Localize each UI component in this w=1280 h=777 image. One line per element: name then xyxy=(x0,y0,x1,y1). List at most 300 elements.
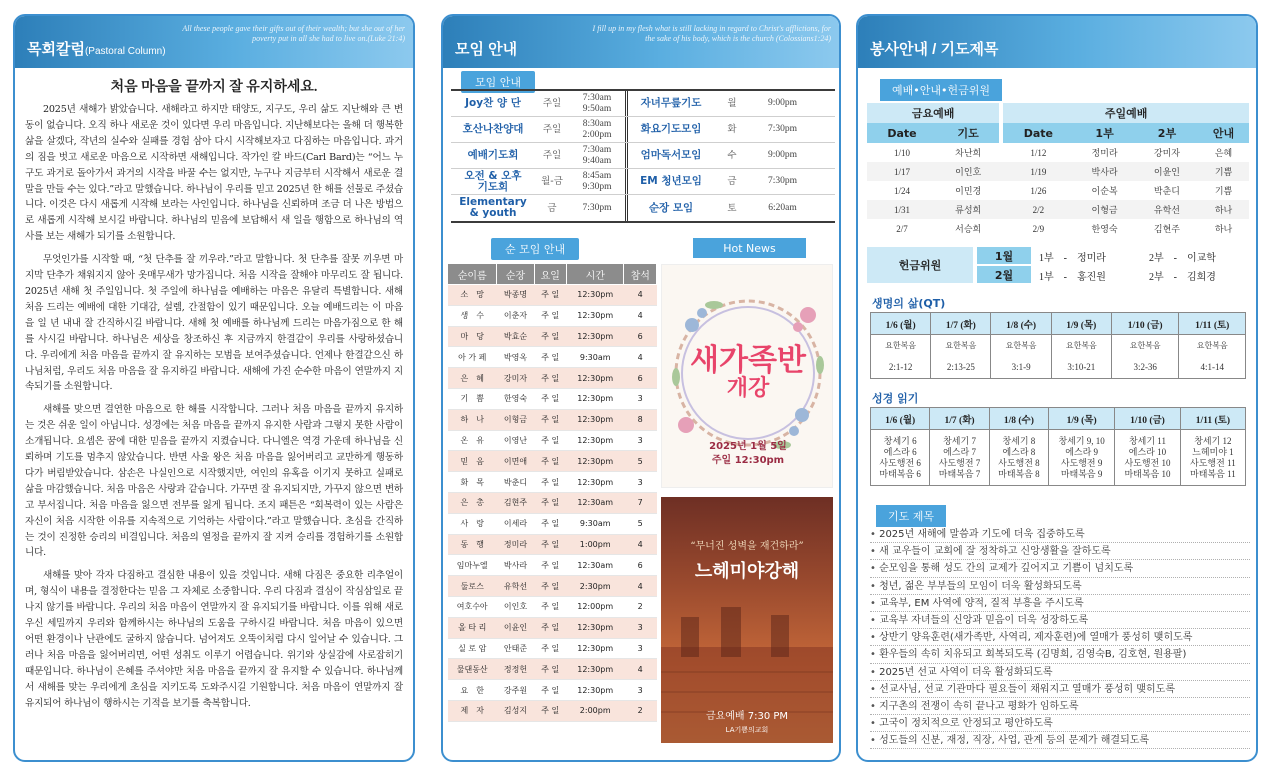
soon-cell: 주 일 xyxy=(534,451,567,472)
soon-cell: 김현주 xyxy=(497,492,534,513)
soon-row xyxy=(448,430,657,451)
prayer-item: • 2025년 새해에 말씀과 기도에 더욱 집중하도록 xyxy=(870,526,1250,543)
soon-cell: 주 일 xyxy=(534,534,567,555)
soon-cell: 12:30pm xyxy=(567,451,624,472)
service-pill: 예배•안내•헌금위원 xyxy=(880,79,1002,101)
soon-cell: 믿 음 xyxy=(448,451,497,472)
qt-book: 요한복음 xyxy=(931,335,991,357)
soon-cell: 5 xyxy=(624,451,657,472)
soon-cell: 5 xyxy=(624,513,657,534)
meetings-quote: I fill up in my flesh what is still lacking in regard to Christ's afflictions, for the sake of his body, which is the church (Colossians1:24) xyxy=(592,24,831,43)
service-cell: 이인호 xyxy=(937,162,999,181)
prayer-item: • 선교사님, 선교 기관마다 필요들이 채워지고 열매가 풍성히 맺히도록 xyxy=(870,681,1250,698)
qt-date-header: 1/7 (화) xyxy=(931,313,991,335)
reading-cell: 창세기 12 느헤미야 1 사도행전 11 마태복음 11 xyxy=(1180,430,1245,486)
prayer-item: • 고국이 정치적으로 안정되고 평안하도록 xyxy=(870,715,1250,732)
soon-cell: 주 일 xyxy=(534,409,567,430)
soon-cell: 12:30pm xyxy=(567,472,624,493)
meeting-time: 7:30am 9:40am xyxy=(582,144,612,166)
soon-cell: 화 목 xyxy=(448,472,497,493)
soon-cell: 12:30pm xyxy=(567,305,624,326)
soon-cell: 주 일 xyxy=(534,617,567,638)
soon-row xyxy=(448,576,657,597)
meeting-time: 9:00pm xyxy=(767,150,798,160)
prayer-item: • 성도들의 신분, 재정, 직장, 사업, 관계 등의 문제가 해결되도록 xyxy=(870,732,1250,749)
soon-table-header: 요일 xyxy=(534,264,567,285)
soon-cell: 12:00pm xyxy=(567,596,624,617)
soon-cell: 주 일 xyxy=(534,285,567,306)
soon-cell: 이인호 xyxy=(497,596,534,617)
poster-service-time: 금요예배 7:30 PM xyxy=(705,711,789,722)
soon-cell: 8 xyxy=(624,409,657,430)
meeting-time: 8:45am 9:30pm xyxy=(582,170,612,192)
soon-cell: 12:30pm xyxy=(567,326,624,347)
meeting-day: 수 xyxy=(727,150,737,161)
service-cell: 2/9 xyxy=(1032,223,1045,234)
soon-cell: 12:30pm xyxy=(567,680,624,701)
prayer-item: • 순모임을 통해 성도 간의 교제가 깊어지고 기쁨이 넘치도록 xyxy=(870,560,1250,577)
qt-table xyxy=(870,312,1246,379)
soon-cell: 은 총 xyxy=(448,492,497,513)
soon-table-header: 시간 xyxy=(567,264,624,285)
pastoral-quote: All these people gave their gifts out of their wealth; but she out of her poverty put in all she had to live on.(Luke 21:4) xyxy=(182,24,405,43)
article-paragraph: 무엇인가를 시작할 때, “첫 단추를 잘 끼우라.”라고 말합니다. 첫 단추를 잘못 끼우면 마지막 단추가 채워지지 않아 옷매무새가 망가집니다. 처음 시작을 잘해야 마무리도 잘 됩니다. 2025년 새해 첫 주일입니다. 첫 주일에 하나님을 예배하는 마음은 유달리 특별합니다. 새해 처음 드리는 예배에 대한 기대감, 설렘, 간절함이 있기 때문입니다. 오늘 예배드리는 이 마음을 일 년 내내 잘 간직하시길 바랍니다. 새해 첫 예배를 하나님께 드리는 마음가짐으로 한 해를 사시길 바랍니다. 하나님은 세상을 창조하신 후 지금까지 한결같이 우리를 사랑하셨습니다. 우리에게 처음 마음을 끝까지 잘 유지하는 모범을 보여주셨습니다. 언제나 한결같으신 하나님처럼, 우리도 처음 마음을 잘 유지하길 바랍니다. 새해에 가진 순수한 마음이 연말까지 지속되기를 소원합니다. xyxy=(25,254,403,393)
soon-cell: 12:30pm xyxy=(567,368,624,389)
soon-cell: 제 자 xyxy=(448,700,497,721)
pastoral-column-panel xyxy=(13,14,415,762)
soon-cell: 4 xyxy=(624,347,657,368)
soon-cell: 3 xyxy=(624,638,657,659)
soon-row xyxy=(448,347,657,368)
reading-date-header: 1/8 (수) xyxy=(989,408,1048,430)
soon-cell: 이윤인 xyxy=(497,617,534,638)
soon-cell: 3 xyxy=(624,472,657,493)
prayer-item: • 지구촌의 전쟁이 속히 끝나고 평화가 임하도록 xyxy=(870,698,1250,715)
service-cell: 1/19 xyxy=(1003,162,1073,181)
meeting-row xyxy=(451,195,835,221)
service-cell: 정미라 xyxy=(1091,148,1118,158)
soon-cell: 정정헌 xyxy=(497,659,534,680)
meeting-name: 예배기도회 xyxy=(467,149,519,161)
meeting-day: 토 xyxy=(727,202,737,214)
offering-m2-first: 1부 - 홍진원 xyxy=(1039,272,1106,283)
soon-row xyxy=(448,680,657,701)
service-cell: 이형금 xyxy=(1073,200,1135,219)
poster-date: 2025년 1월 5일 xyxy=(709,441,787,452)
soon-cell: 사 랑 xyxy=(448,513,497,534)
meeting-name: 순장 모임 xyxy=(648,201,694,214)
soon-cell: 둘로스 xyxy=(448,576,497,597)
service-table-header: 안내 xyxy=(1198,123,1249,143)
soon-cell: 6 xyxy=(624,368,657,389)
soon-cell: 3 xyxy=(624,617,657,638)
soon-cell: 3 xyxy=(624,388,657,409)
soon-cell: 강주원 xyxy=(497,680,534,701)
soon-cell: 주 일 xyxy=(534,576,567,597)
soon-cell: 12:30pm xyxy=(567,617,624,638)
service-row xyxy=(867,181,1249,200)
service-cell: 기쁨 xyxy=(1214,186,1233,196)
pastoral-body xyxy=(15,68,413,712)
soon-cell: 12:30pm xyxy=(567,388,624,409)
soon-cell: 강미자 xyxy=(497,368,534,389)
service-cell: 하나 xyxy=(1214,224,1233,234)
meetings-pill: 모임 안내 xyxy=(461,71,535,93)
service-cell: 박춘디 xyxy=(1153,186,1180,196)
soon-cell: 한영숙 xyxy=(497,388,534,409)
soon-cell: 주 일 xyxy=(534,596,567,617)
worship-service-table xyxy=(867,103,1249,238)
service-row xyxy=(867,200,1249,219)
soon-cell: 박효순 xyxy=(497,326,534,347)
meeting-name: 엄마독서모임 xyxy=(640,149,702,161)
soon-cell: 주 일 xyxy=(534,326,567,347)
meeting-time: 7:30pm xyxy=(767,124,798,134)
soon-row xyxy=(448,659,657,680)
soon-row xyxy=(448,472,657,493)
service-cell: 이순복 xyxy=(1091,186,1118,196)
prayer-list xyxy=(870,526,1250,749)
soon-cell: 김성지 xyxy=(497,700,534,721)
qt-book: 요한복음 xyxy=(991,335,1051,357)
meeting-day: 화 xyxy=(727,124,737,135)
soon-cell: 12:30pm xyxy=(567,659,624,680)
meeting-name: Joy찬 양 단 xyxy=(465,97,521,109)
soon-cell: 3 xyxy=(624,430,657,451)
meeting-day: 월 xyxy=(727,98,737,109)
meeting-row xyxy=(451,169,835,195)
qt-date-header: 1/11 (토) xyxy=(1179,313,1246,335)
soon-cell: 주 일 xyxy=(534,368,567,389)
soon-table-header: 순이름 xyxy=(448,264,497,285)
soon-cell: 박영옥 xyxy=(497,347,534,368)
soon-cell: 주 일 xyxy=(534,638,567,659)
meeting-day: 금 xyxy=(547,202,557,214)
soon-cell: 여호수아 xyxy=(448,596,497,617)
qt-date-header: 1/8 (수) xyxy=(991,313,1051,335)
soon-cell: 아 가 페 xyxy=(448,347,497,368)
service-table-header: 1부 xyxy=(1073,123,1135,143)
soon-cell: 은 혜 xyxy=(448,368,497,389)
soon-cell: 1:00pm xyxy=(567,534,624,555)
qt-reference: 3:2-36 xyxy=(1111,357,1179,379)
soon-row xyxy=(448,700,657,721)
offering-m2-second: 2부 - 김희경 xyxy=(1149,272,1216,283)
soon-cell: 주 일 xyxy=(534,472,567,493)
soon-cell: 주 일 xyxy=(534,659,567,680)
service-table-header: 2부 xyxy=(1136,123,1198,143)
soon-cell: 4 xyxy=(624,534,657,555)
meeting-row xyxy=(451,91,835,117)
service-header xyxy=(858,16,1256,68)
soon-table-header: 참석 xyxy=(624,264,657,285)
nehemiah-poster xyxy=(661,497,833,743)
service-cell: 차난희 xyxy=(955,148,982,158)
offering-m1-second: 2부 - 이교학 xyxy=(1149,253,1216,264)
soon-cell: 주 일 xyxy=(534,305,567,326)
service-row xyxy=(867,219,1249,238)
qt-title: 생명의 삶(QT) xyxy=(872,297,946,310)
reading-cell: 창세기 6 에스라 6 사도행전 6 마태복음 6 xyxy=(871,430,930,486)
poster-title-1: 새가족반 xyxy=(690,343,806,378)
meeting-name: 오전 & 오후 기도회 xyxy=(464,169,522,193)
soon-cell: 요 한 xyxy=(448,680,497,701)
service-cell: 이민경 xyxy=(955,186,982,196)
soon-row xyxy=(448,409,657,430)
offering-month-1: 1월 xyxy=(977,247,1031,264)
soon-cell: 주 일 xyxy=(534,347,567,368)
service-cell: 은혜 xyxy=(1214,148,1233,158)
soon-cell: 실 로 암 xyxy=(448,638,497,659)
soon-cell: 박사라 xyxy=(497,555,534,576)
soon-cell: 주 일 xyxy=(534,388,567,409)
soon-row xyxy=(448,305,657,326)
soon-row xyxy=(448,596,657,617)
service-cell: 유학선 xyxy=(1136,200,1198,219)
meetings-header xyxy=(443,16,839,68)
soon-cell: 이세라 xyxy=(497,513,534,534)
soon-cell: 이형금 xyxy=(497,409,534,430)
soon-cell: 안태준 xyxy=(497,638,534,659)
qt-reference: 4:1-14 xyxy=(1179,357,1246,379)
soon-cell: 이면애 xyxy=(497,451,534,472)
soon-row xyxy=(448,534,657,555)
soon-cell: 마 당 xyxy=(448,326,497,347)
meeting-time: 6:20am xyxy=(768,202,797,213)
soon-table-header: 순장 xyxy=(497,264,534,285)
soon-cell: 물댄동산 xyxy=(448,659,497,680)
meetings-title: 모임 안내 xyxy=(455,41,518,58)
soon-cell: 온 유 xyxy=(448,430,497,451)
service-cell: 기쁨 xyxy=(1198,162,1249,181)
service-cell: 류성희 xyxy=(937,200,999,219)
soon-cell: 주 일 xyxy=(534,492,567,513)
service-cell: 한영숙 xyxy=(1091,224,1118,234)
soon-cell: 4 xyxy=(624,285,657,306)
prayer-item: • 새 교우들이 교회에 잘 정착하고 신앙생활을 잘하도록 xyxy=(870,543,1250,560)
service-cell: 2/7 xyxy=(896,223,908,234)
soon-cell: 12:30pm xyxy=(567,430,624,451)
service-cell: 1/17 xyxy=(867,162,937,181)
qt-reference: 3:10-21 xyxy=(1051,357,1111,379)
qt-reference: 2:13-25 xyxy=(931,357,991,379)
reading-date-header: 1/10 (금) xyxy=(1115,408,1181,430)
meeting-name: Elementary & youth xyxy=(459,196,527,219)
soon-cell: 2 xyxy=(624,596,657,617)
soon-cell: 유학선 xyxy=(497,576,534,597)
soon-cell: 7 xyxy=(624,492,657,513)
service-cell: 김현주 xyxy=(1153,224,1180,234)
qt-date-header: 1/10 (금) xyxy=(1111,313,1179,335)
soon-cell: 하 나 xyxy=(448,409,497,430)
soon-cell: 2:00pm xyxy=(567,700,624,721)
service-cell: 2/2 xyxy=(1003,200,1073,219)
soon-cell: 9:30am xyxy=(567,513,624,534)
meeting-time: 7:30pm xyxy=(582,202,612,213)
new-family-poster xyxy=(661,264,833,488)
meeting-time: 7:30pm xyxy=(767,176,798,186)
meeting-time: 8:30am 2:00pm xyxy=(582,118,612,140)
service-table-header: Date xyxy=(1003,123,1073,143)
prayer-item: • 2025년 선교 사역이 더욱 활성화되도록 xyxy=(870,664,1250,681)
soon-cell: 올 타 리 xyxy=(448,617,497,638)
service-cell: 1/31 xyxy=(867,200,937,219)
poster-time: 주일 12:30pm xyxy=(711,455,785,466)
meetings-table xyxy=(451,89,835,223)
bible-reading-table xyxy=(870,407,1246,486)
service-cell: 박사라 xyxy=(1073,162,1135,181)
pastoral-title: 목회칼럼(Pastoral Column) xyxy=(27,41,166,58)
meeting-day: 주일 xyxy=(542,150,562,161)
meeting-day: 주일 xyxy=(542,98,562,109)
soon-row xyxy=(448,617,657,638)
prayer-item: • 상반기 양육훈련(새가족반, 사역리, 제자훈련)에 열매가 풍성히 맺히도록 xyxy=(870,629,1250,646)
poster-title: 느헤미야강해 xyxy=(694,561,800,582)
soon-cell: 12:30am xyxy=(567,555,624,576)
meeting-time: 7:30am 9:50am xyxy=(582,92,612,114)
meeting-name: EM 청년모임 xyxy=(640,175,702,187)
soon-cell: 4 xyxy=(624,659,657,680)
soon-cell: 4 xyxy=(624,305,657,326)
soon-cell: 박춘디 xyxy=(497,472,534,493)
meeting-row xyxy=(451,117,835,143)
reading-date-header: 1/7 (화) xyxy=(930,408,989,430)
service-cell: 이윤인 xyxy=(1136,162,1198,181)
meeting-row xyxy=(451,143,835,169)
hot-news-label: Hot News xyxy=(693,238,806,258)
bible-reading-title: 성경 읽기 xyxy=(872,392,919,405)
friday-group-header: 금요예배 xyxy=(867,103,999,123)
soon-row xyxy=(448,388,657,409)
reading-cell: 창세기 8 에스라 8 사도행전 8 마태복음 8 xyxy=(989,430,1048,486)
pastoral-header xyxy=(15,16,413,68)
poster-verse: “무너진 성벽을 재건하라” xyxy=(690,541,804,552)
soon-cell: 9:30am xyxy=(567,347,624,368)
offering-committee xyxy=(867,247,1249,283)
soon-meetings-table xyxy=(447,263,657,722)
service-row xyxy=(867,162,1249,181)
soon-cell: 12:30pm xyxy=(567,409,624,430)
soon-cell: 주 일 xyxy=(534,513,567,534)
service-table-header: Date xyxy=(867,123,937,143)
meeting-name: 자녀무릎기도 xyxy=(640,97,702,109)
poster-logo: LA기쁨의교회 xyxy=(725,726,769,734)
meeting-day: 월-금 xyxy=(541,176,563,187)
offering-m1-first: 1부 - 정미라 xyxy=(1039,253,1106,264)
soon-cell: 2 xyxy=(624,700,657,721)
reading-date-header: 1/11 (토) xyxy=(1180,408,1245,430)
meeting-time: 9:00pm xyxy=(767,98,798,108)
meeting-day: 주일 xyxy=(542,124,562,135)
service-cell: 하나 xyxy=(1198,200,1249,219)
soon-meetings-pill: 순 모임 안내 xyxy=(491,238,579,260)
service-cell: 강미자 xyxy=(1153,148,1180,158)
article-paragraph: 새해를 맞으면 결연한 마음으로 한 해를 시작합니다. 그러나 처음 마음을 끝까지 유지하는 것은 쉬운 일이 아닙니다. 성경에는 처음 마음을 끝까지 유지한 사람과 그렇지 못한 사람이 소개됩니다. 요셉은 꿈에 대한 믿음을 끝까지 지켰습니다. 다니엘은 역경 가운데 하나님을 신뢰하며 기도를 멈추지 않았습니다. 반면 사울 왕은 처음 마음을 잃어버리고 교만하게 행동하다가 버림받았습니다. 삼손은 나실인으로 시작했지만, 여인의 유혹을 이기지 못하고 실패로 삶을 마감했습니다. 처음 마음은 사랑과 같습니다. 가꾸면 잘 유지되지만, 가꾸지 않으면 변하고 부서집니다. 처음 마음을 잃으면 전부를 잃게 됩니다. 조지 패튼은 “회복력이 있는 사람은 자신이 처음 시작한 이유를 지속적으로 기억하는 사람이다.”라고 말했습니다. 초심을 간직하는 것이 진정한 승리의 비결입니다. 처음의 열정을 끝까지 잘 지켜 승리를 경험하기를 소원합니다. xyxy=(25,404,403,559)
meeting-day: 금 xyxy=(727,176,737,187)
prayer-item: • 환우들의 속히 치유되고 회복되도록 (김명희, 김영숙B, 김호현, 원용팔) xyxy=(870,646,1250,663)
reading-date-header: 1/9 (목) xyxy=(1049,408,1115,430)
service-table-header: 기도 xyxy=(937,123,999,143)
poster-title-2: 개강 xyxy=(726,376,770,401)
service-cell: 1/24 xyxy=(893,185,910,196)
meeting-name: 호산나찬양대 xyxy=(462,123,524,135)
soon-cell: 이영난 xyxy=(497,430,534,451)
reading-cell: 창세기 9, 10 에스라 9 사도행전 9 마태복음 9 xyxy=(1049,430,1115,486)
soon-cell: 2:30pm xyxy=(567,576,624,597)
soon-cell: 정미라 xyxy=(497,534,534,555)
soon-cell: 6 xyxy=(624,326,657,347)
soon-cell: 6 xyxy=(624,555,657,576)
qt-book: 요한복음 xyxy=(1051,335,1111,357)
soon-row xyxy=(448,326,657,347)
soon-row xyxy=(448,513,657,534)
soon-row xyxy=(448,368,657,389)
soon-row xyxy=(448,451,657,472)
service-cell: 1/10 xyxy=(893,147,910,158)
reading-date-header: 1/6 (월) xyxy=(871,408,930,430)
soon-row xyxy=(448,285,657,306)
service-title: 봉사안내 / 기도제목 xyxy=(870,41,999,58)
prayer-item: • 청년, 젊은 부부들의 모임이 더욱 활성화되도록 xyxy=(870,578,1250,595)
service-panel xyxy=(856,14,1258,762)
soon-cell: 기 쁨 xyxy=(448,388,497,409)
soon-cell: 주 일 xyxy=(534,700,567,721)
qt-date-header: 1/6 (월) xyxy=(871,313,931,335)
soon-cell: 생 수 xyxy=(448,305,497,326)
offering-label: 헌금위원 xyxy=(867,247,973,283)
qt-date-header: 1/9 (목) xyxy=(1051,313,1111,335)
reading-cell: 창세기 11 에스라 10 사도행전 10 마태복음 10 xyxy=(1115,430,1181,486)
qt-book: 요한복음 xyxy=(1111,335,1179,357)
service-cell: 1/26 xyxy=(1030,185,1047,196)
soon-cell: 주 일 xyxy=(534,430,567,451)
article-paragraph: 새해를 맞아 각자 다짐하고 결심한 내용이 있을 것입니다. 새해 다짐은 중요한 리추얼이며, 형식이 내용을 결정한다는 믿음 그 자체로 소중합니다. 우리 다짐과 결심이 작심삼일로 끝나지 않기를 바랍니다. 우리의 처음 마음이 연말까지 잘 유지되기를 바랍니다. 이를 위해 새로우신 세밀까지 우리와 함께하시는 하나님의 도움을 구하시길 바랍니다. 처음 마음이 있으면 어떤 환경이나 난관에도 굴하지 않습니다. 넘어져도 오뚝이처럼 다시 일어날 수 있습니다. 그러나 처음 마음을 잃어버리면, 어떤 성취도 이루기 어렵습니다. 위기와 상실감에 사로잡히기 때문입니다. 하나님이 은혜를 주셔야만 처음 마음을 끝까지 잘 유지할 수 있습니다. 하나님께서 새해를 맞는 우리에게 초심을 지키도록 도와주시길 기원합니다. 처음 마음이 연말까지 잘 유지되어 하나님이 행하시는 기적을 보기를 축복합니다. xyxy=(25,570,403,709)
meeting-name: 화요기도모임 xyxy=(640,123,702,135)
service-row xyxy=(867,143,1249,162)
soon-cell: 4 xyxy=(624,576,657,597)
pastoral-title-en: (Pastoral Column) xyxy=(84,46,166,57)
soon-cell: 임마누엘 xyxy=(448,555,497,576)
prayer-item: • 교육부 자녀들의 신앙과 믿음이 더욱 성장하도록 xyxy=(870,612,1250,629)
prayer-pill: 기도 제목 xyxy=(876,505,946,527)
soon-cell: 12:30pm xyxy=(567,638,624,659)
soon-row xyxy=(448,492,657,513)
meetings-panel xyxy=(441,14,841,762)
service-cell: 1/12 xyxy=(1030,147,1047,158)
soon-cell: 이춘자 xyxy=(497,305,534,326)
soon-cell: 12:30am xyxy=(567,492,624,513)
soon-row xyxy=(448,638,657,659)
qt-reference: 2:1-12 xyxy=(871,357,931,379)
qt-reference: 3:1-9 xyxy=(991,357,1051,379)
soon-cell: 소 망 xyxy=(448,285,497,306)
article-paragraph: 2025년 새해가 밝았습니다. 새해라고 하지만 태양도, 지구도, 우리 삶도 지난해와 큰 변동이 없습니다. 오직 하나 새로운 것이 있다면 우리 마음입니다. 지난해보다는 올해 더 행복한 삶을 살겠다, 작년의 실수와 실패를 경험 삼아 다시 시작해보자고 다짐하는 마음입니다. 과거의 짐을 벗고 새로운 마음으로 시작하면 새해입니다. 작가인 칼 바드(Carl Bard)는 “어느 누구도 과거로 돌아가서 과거의 시작을 바꿀 수는 없지만, 누구나 지금부터 시작해서 새로운 결말을 만들 수는 있다.”라고 말했습니다. 하나님이 우리를 믿고 2025년 한 해를 선물로 주셨습니다. 이것은 다시 새롭게 시작해 보라는 사인입니다. 하나님을 신뢰하며 조금 더 나은 방법으로 새롭게 시작해 보시길 바랍니다. 하나님의 믿음에 보답해서 새 일을 행함으로 하나님의 역사를 보는 새해가 되기를 소원합니다. xyxy=(25,104,403,243)
reading-cell: 창세기 7 에스라 7 사도행전 7 마태복음 7 xyxy=(930,430,989,486)
qt-book: 요한복음 xyxy=(871,335,931,357)
soon-cell: 박종명 xyxy=(497,285,534,306)
sunday-group-header: 주일예배 xyxy=(1003,103,1249,123)
soon-row xyxy=(448,555,657,576)
soon-cell: 3 xyxy=(624,680,657,701)
soon-cell: 12:30pm xyxy=(567,285,624,306)
soon-cell: 주 일 xyxy=(534,555,567,576)
offering-month-2: 2월 xyxy=(977,266,1031,283)
qt-book: 요한복음 xyxy=(1179,335,1246,357)
soon-cell: 동 행 xyxy=(448,534,497,555)
service-cell: 서승희 xyxy=(955,224,982,234)
prayer-item: • 교육부, EM 사역에 양적, 질적 부흥을 주시도록 xyxy=(870,595,1250,612)
article-title: 처음 마음을 끝까지 잘 유지하세요. xyxy=(110,80,318,95)
